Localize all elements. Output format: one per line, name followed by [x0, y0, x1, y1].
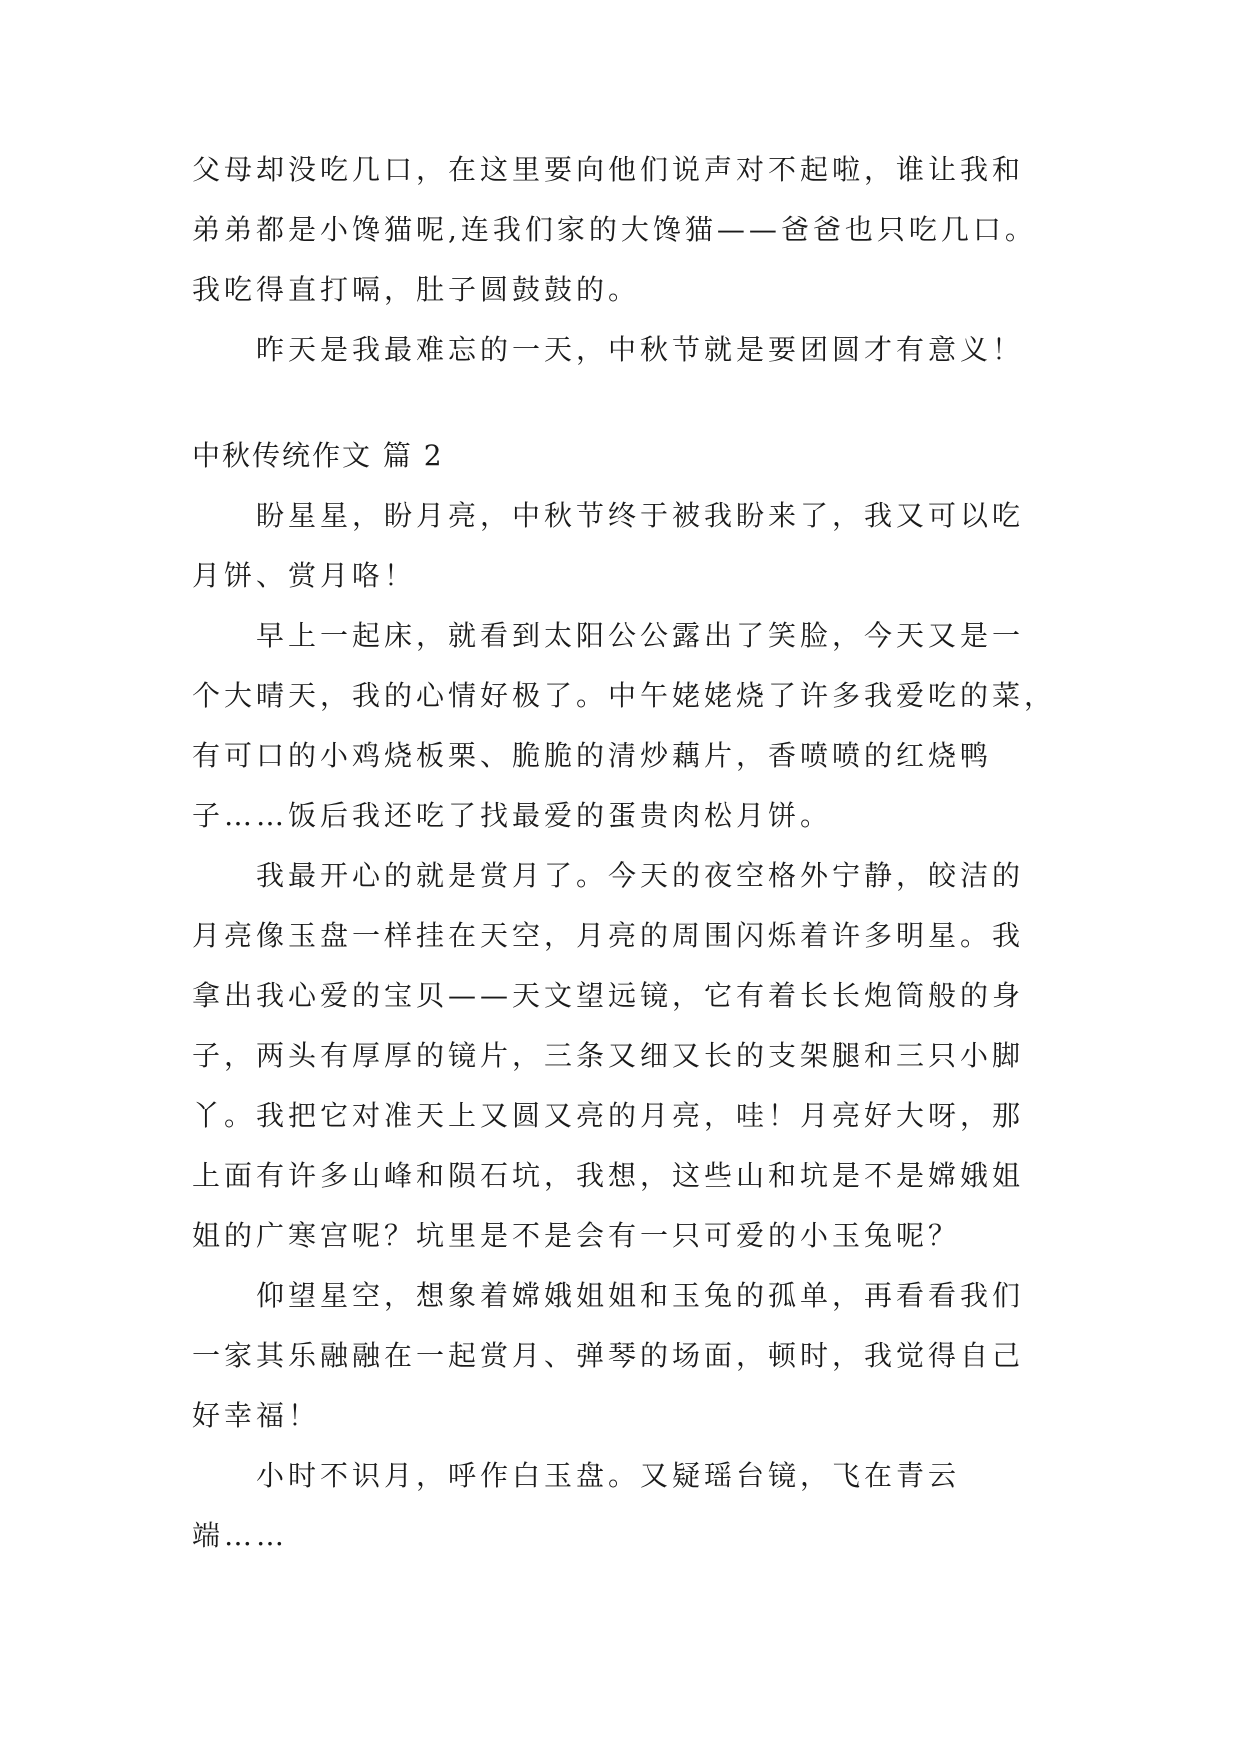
paragraph-line: 我吃得直打嗝，肚子圆鼓鼓的。	[192, 273, 641, 306]
paragraph-line: 子，两头有厚厚的镜片，三条又细又长的支架腿和三只小脚	[192, 1039, 1025, 1072]
paragraph-line: 昨天是我最难忘的一天，中秋节就是要团圆才有意义！	[256, 333, 1025, 366]
paragraph-line: 弟弟都是小馋猫呢,连我们家的大馋猫——爸爸也只吃几口。	[192, 213, 1037, 246]
paragraph-line: 个大晴天，我的心情好极了。中午姥姥烧了许多我爱吃的菜，	[192, 679, 1057, 712]
paragraph-line: 盼星星，盼月亮，中秋节终于被我盼来了，我又可以吃	[256, 499, 1025, 532]
paragraph-line: 月饼、赏月咯！	[192, 559, 417, 592]
paragraph-line: 拿出我心爱的宝贝——天文望远镜，它有着长长炮筒般的身	[192, 979, 1025, 1012]
paragraph-line: 端……	[192, 1519, 289, 1552]
paragraph-line: 丫。我把它对准天上又圆又亮的月亮，哇！月亮好大呀，那	[192, 1099, 1025, 1132]
paragraph-line: 有可口的小鸡烧板栗、脆脆的清炒藕片，香喷喷的红烧鸭	[192, 739, 993, 772]
paragraph-line: 仰望星空，想象着嫦娥姐姐和玉兔的孤单，再看看我们	[256, 1279, 1025, 1312]
paragraph-line: 父母却没吃几口，在这里要向他们说声对不起啦，谁让我和	[192, 153, 1025, 186]
paragraph-line: 早上一起床，就看到太阳公公露出了笑脸，今天又是一	[256, 619, 1025, 652]
paragraph-line: 上面有许多山峰和陨石坑，我想，这些山和坑是不是嫦娥姐	[192, 1159, 1025, 1192]
paragraph-line: 月亮像玉盘一样挂在天空，月亮的周围闪烁着许多明星。我	[192, 919, 1025, 952]
paragraph-line: 子……饭后我还吃了找最爱的蛋贵肉松月饼。	[192, 799, 833, 832]
paragraph-line: 一家其乐融融在一起赏月、弹琴的场面，顿时，我觉得自己	[192, 1339, 1025, 1372]
paragraph-line: 姐的广寒宫呢？坑里是不是会有一只可爱的小玉兔呢？	[192, 1219, 961, 1252]
paragraph-line: 我最开心的就是赏月了。今天的夜空格外宁静，皎洁的	[256, 859, 1025, 892]
section-heading: 中秋传统作文 篇 2	[192, 439, 444, 472]
paragraph-line: 小时不识月，呼作白玉盘。又疑瑶台镜，飞在青云	[256, 1459, 961, 1492]
paragraph-line: 好幸福！	[192, 1399, 321, 1432]
